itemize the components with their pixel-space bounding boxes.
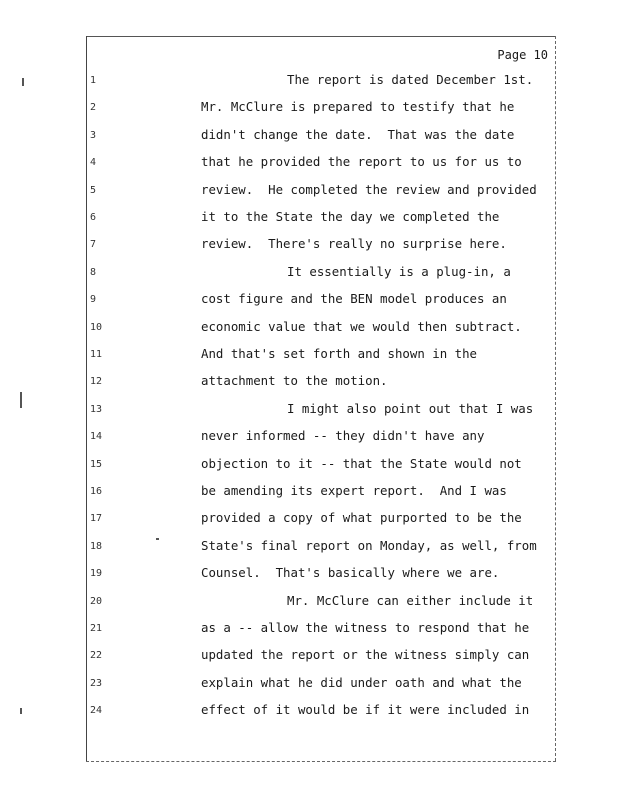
page-border-left (86, 36, 87, 761)
transcript-line-text: explain what he did under oath and what the (201, 675, 522, 690)
line-number: 22 (90, 650, 103, 661)
transcript-line-text: It essentially is a plug-in, a (287, 264, 511, 279)
line-number: 20 (90, 596, 103, 607)
line-number: 17 (90, 513, 103, 524)
transcript-line-text: Mr. McClure is prepared to testify that he (201, 99, 515, 114)
line-number: 3 (90, 130, 97, 141)
transcript-line-text: as a -- allow the witness to respond that he (201, 620, 530, 635)
line-number: 6 (90, 212, 97, 223)
transcript-line-text: objection to it -- that the State would not (201, 456, 522, 471)
page-border-top (86, 36, 556, 37)
transcript-line-text: Mr. McClure can either include it (287, 593, 534, 608)
line-number: 19 (90, 568, 103, 579)
line-number: 16 (90, 486, 103, 497)
line-number: 4 (90, 157, 97, 168)
transcript-line-text: review. He completed the review and provided (201, 182, 537, 197)
transcript-line-text: effect of it would be if it were included in (201, 702, 530, 717)
transcript-line-text: Counsel. That's basically where we are. (201, 565, 500, 580)
line-number: 21 (90, 623, 103, 634)
transcript-line-text: economic value that we would then subtract. (201, 319, 522, 334)
line-number: 12 (90, 376, 103, 387)
line-number: 13 (90, 404, 103, 415)
transcript-line-text: never informed -- they didn't have any (201, 428, 485, 443)
transcript-line-text: State's final report on Monday, as well, from (201, 538, 537, 553)
line-number: 18 (90, 541, 103, 552)
page-number-label: Page 10 (497, 48, 548, 62)
transcript-line-text: I might also point out that I was (287, 401, 534, 416)
transcript-line-text: it to the State the day we completed the (201, 209, 500, 224)
transcript-line-text: And that's set forth and shown in the (201, 346, 478, 361)
transcript-line-text: be amending its expert report. And I was (201, 483, 507, 498)
line-number: 7 (90, 239, 97, 250)
scan-mark (20, 708, 22, 714)
transcript-line-text: didn't change the date. That was the date (201, 127, 515, 142)
line-number: 15 (90, 459, 103, 470)
line-number: 9 (90, 294, 97, 305)
line-number: 14 (90, 431, 103, 442)
line-number: 5 (90, 185, 97, 196)
scan-mark (20, 392, 22, 408)
line-number: 10 (90, 322, 103, 333)
line-number: 8 (90, 267, 97, 278)
scan-mark (22, 78, 24, 86)
transcript-line-text: that he provided the report to us for us to (201, 154, 522, 169)
line-number: 1 (90, 75, 97, 86)
transcript-line-text: attachment to the motion. (201, 373, 388, 388)
transcript-line-text: updated the report or the witness simply can (201, 647, 530, 662)
line-number: 24 (90, 705, 103, 716)
line-number: 23 (90, 678, 103, 689)
page-border-right (555, 36, 556, 761)
transcript-line-text: The report is dated December 1st. (287, 72, 534, 87)
transcript-line-text: review. There's really no surprise here. (201, 236, 507, 251)
line-number: 2 (90, 102, 97, 113)
scan-mark (156, 538, 159, 540)
line-number: 11 (90, 349, 103, 360)
transcript-line-text: provided a copy of what purported to be the (201, 510, 522, 525)
page-border-bottom (86, 761, 556, 762)
transcript-line-text: cost figure and the BEN model produces an (201, 291, 507, 306)
